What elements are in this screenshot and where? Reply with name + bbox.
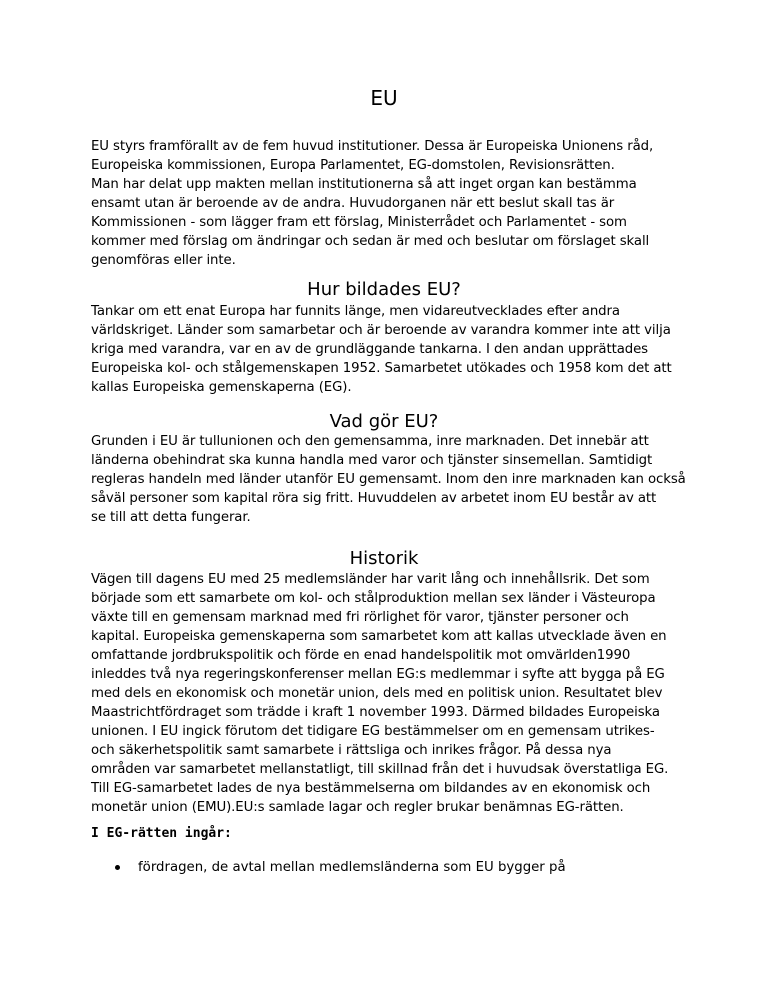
paragraph-hur-bildades: Tankar om ett enat Europa har funnits länge, men vidareutvecklades efter andra världskriget. Länder som samarbetar och är beroende av varandra kommer inte att vilja kriga med varandra, var en av de grundläggande tankarna. I den andan upprättades Europeiska kol- och stålgemenskapen 1952. Samarbetet utökades och 1958 kom det att kallas Europeiska gemenskaperna (EG). [91,304,672,395]
intro-paragraph: EU styrs framförallt av de fem huvud institutioner. Dessa är Europeiska Unionens råd, Europeiska kommissionen, Europa Parlamentet, EG-domstolen, Revisionsrätten. Man har delat upp makten mellan institutionerna så att inget organ kan bestämma ensamt utan är beroende av de andra. Huvudorganen när ett beslut skall tas är Kommissionen - som lägger fram ett förslag, Ministerrådet och Parlamentet - som kommer med förslag om ändringar och sedan är med och beslutar om förslaget skall genomföras eller inte. [91,139,654,268]
list-item-text: fördragen, de avtal mellan medlemsländerna som EU bygger på [138,860,566,875]
heading-historik: Historik [349,548,419,569]
bullet-icon [115,865,120,870]
heading-hur-bildades: Hur bildades EU? [307,279,461,300]
paragraph-vad-gor: Grunden i EU är tullunionen och den gemensamma, inre marknaden. Det innebär att länderna obehindrat ska kunna handla med varor och tjänster sinsemellan. Samtidigt regleras handeln med länder utanför EU gemensamt. Inom den inre marknaden kan också såväl personer som kapital röra sig fritt. Huvuddelen av arbetet inom EU består av att se till att detta fungerar. [91,434,686,525]
document-title: EU [370,86,398,110]
list-item [115,860,566,875]
paragraph-historik: Vägen till dagens EU med 25 medlemsländer har varit lång och innehållsrik. Det som började som ett samarbete om kol- och stålproduktion mellan sex länder i Västeuropa växte till en gemensam marknad med fri rörlighet för varor, tjänster personer och kapital. Europeiska gemenskaperna som samarbetet kom att kallas utvecklade även en omfattande jordbrukspolitik och förde en enad handelspolitik mot omvärlden1990 inleddes två nya regeringskonferenser mellan EG:s medlemmar i syfte att bygga på EG med dels en ekonomisk och monetär union, dels med en politisk union. Resultatet blev Maastrichtfördraget som trädde i kraft 1 november 1993. Därmed bildades Europeiska unionen. I EU ingick förutom det tidigare EG bestämmelser om en gemensam utrikes- och säkerhetspolitik samt samarbete i rättsliga och inrikes frågor. På dessa nya områden var samarbetet mellanstatligt, till skillnad från det i huvudsak överstatliga EG. Till EG-samarbetet lades de nya bestämmelserna om bildandes av en ekonomisk och monetär union (EMU).EU:s samlade lagar och regler brukar benämnas EG-rätten. [91,572,669,815]
heading-vad-gor: Vad gör EU? [329,411,439,432]
heading-eg-ratten: I EG-rätten ingår: [91,826,232,841]
